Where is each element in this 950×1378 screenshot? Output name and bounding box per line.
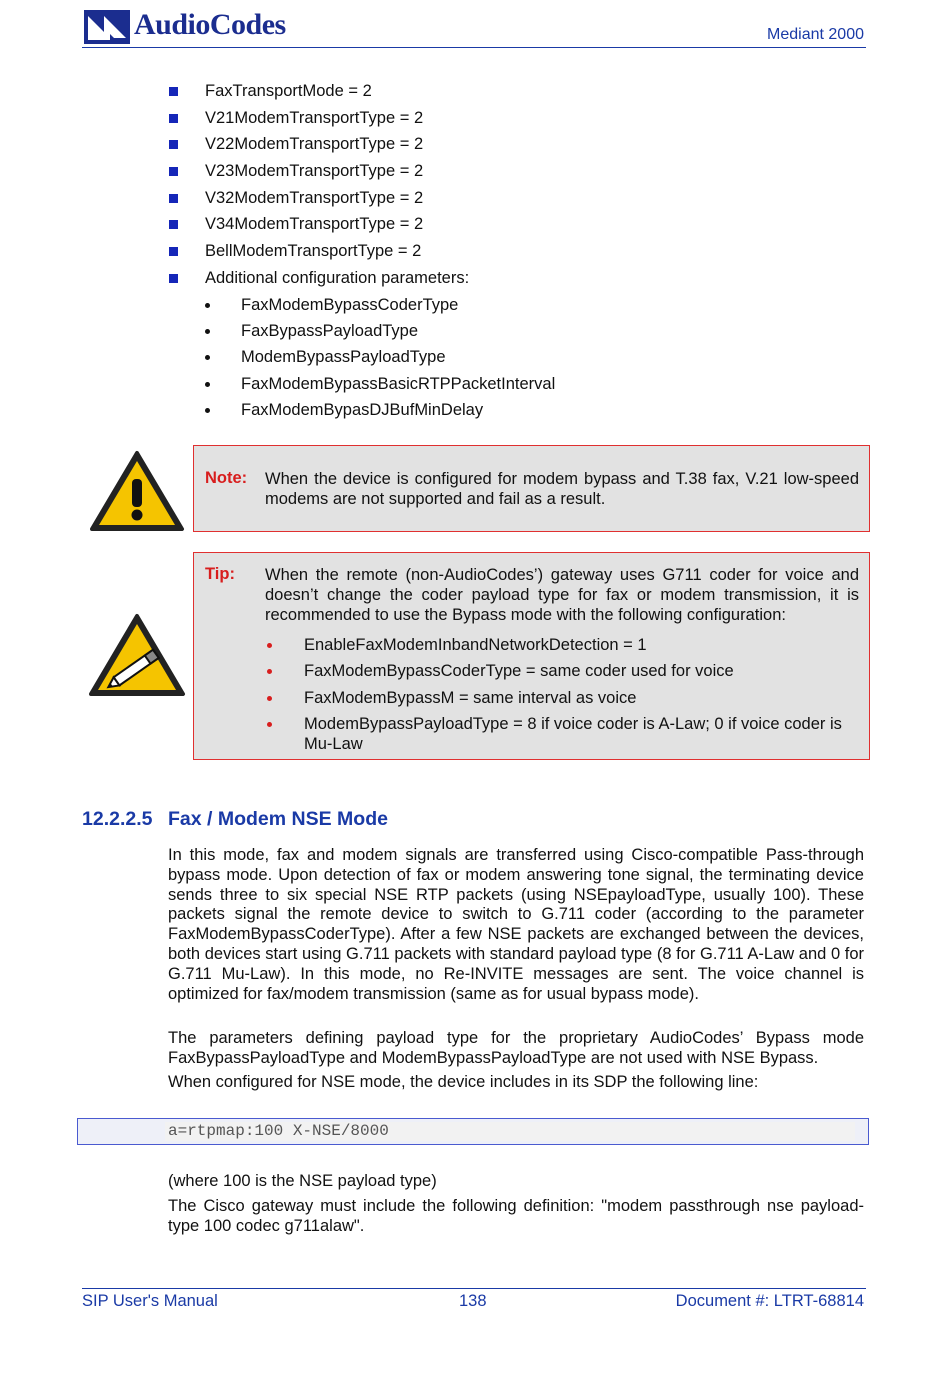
note-box (193, 445, 870, 532)
section-paragraph: The parameters defining payload type for the proprietary AudioCodes’ Bypass mode FaxBypassPayloadType and ModemBypassPayloadType are not used with NSE Bypass. (168, 1029, 864, 1067)
note-text: When the device is configured for modem bypass and T.38 fax, V.21 low-speed modems are not supported and fail as a result. (265, 470, 859, 508)
code-block (77, 1118, 869, 1145)
footer-manual-title: SIP User's Manual (82, 1292, 218, 1310)
pencil-tip-icon (88, 612, 186, 698)
section-paragraph: (where 100 is the NSE payload type) (168, 1172, 437, 1190)
section-number: 12.2.2.5 (82, 808, 153, 830)
logo-text: AudioCodes (134, 8, 286, 41)
section-title: Fax / Modem NSE Mode (168, 808, 388, 830)
product-name: Mediant 2000 (767, 26, 864, 43)
transport-param-list (168, 81, 868, 295)
tip-box (193, 552, 870, 760)
list-item: FaxModemBypasDJBufMinDelay (204, 400, 555, 426)
list-item: V34ModemTransportType = 2 (168, 214, 868, 241)
tip-text: When the remote (non-AudioCodes’) gateway uses G711 coder for voice and doesn’t change the coder payload type for fax or modem transmission, it is recommended to use the Bypass mode with the following configuration: (265, 566, 859, 624)
red-bullet-icon (267, 669, 272, 674)
square-bullet-icon (169, 274, 178, 283)
code-line: a=rtpmap:100 X-NSE/8000 (165, 1122, 855, 1141)
list-item: EnableFaxModemInbandNetworkDetection = 1 (266, 635, 856, 655)
section-paragraph: When configured for NSE mode, the device includes in its SDP the following line: (168, 1073, 759, 1091)
square-bullet-icon (169, 167, 178, 176)
square-bullet-icon (169, 114, 178, 123)
red-bullet-icon (267, 696, 272, 701)
red-bullet-icon (267, 722, 272, 727)
dot-bullet-icon (205, 329, 210, 334)
square-bullet-icon (169, 194, 178, 203)
tip-config-list (266, 635, 856, 760)
footer-divider (82, 1288, 866, 1289)
list-item: FaxModemBypassM = same interval as voice (266, 688, 856, 708)
list-item: FaxModemBypassBasicRTPPacketInterval (204, 374, 555, 400)
square-bullet-icon (169, 87, 178, 96)
section-paragraph: The Cisco gateway must include the following definition: "modem passthrough nse payload-type 100 codec g711alaw". (168, 1197, 864, 1235)
audiocodes-logo (84, 8, 299, 46)
list-item: FaxModemBypassCoderType (204, 295, 555, 321)
dot-bullet-icon (205, 382, 210, 387)
document-number: Document #: LTRT-68814 (675, 1292, 864, 1310)
list-item: FaxTransportMode = 2 (168, 81, 868, 108)
list-item: BellModemTransportType = 2 (168, 241, 868, 268)
list-item: V23ModemTransportType = 2 (168, 161, 868, 188)
square-bullet-icon (169, 247, 178, 256)
list-item: ModemBypassPayloadType = 8 if voice coder is A-Law; 0 if voice coder is Mu-Law (266, 714, 856, 754)
list-item: FaxBypassPayloadType (204, 321, 555, 347)
dot-bullet-icon (205, 408, 210, 413)
logo-mark-icon (84, 10, 130, 44)
list-item: V22ModemTransportType = 2 (168, 134, 868, 161)
list-item: Additional configuration parameters: (168, 268, 868, 295)
list-item: V21ModemTransportType = 2 (168, 108, 868, 135)
warning-icon (89, 449, 185, 533)
header-divider (82, 47, 866, 48)
tip-label: Tip: (205, 565, 235, 583)
red-bullet-icon (267, 643, 272, 648)
dot-bullet-icon (205, 355, 210, 360)
note-label: Note: (205, 469, 248, 487)
additional-param-list (204, 295, 555, 426)
page-number: 138 (459, 1292, 487, 1310)
section-heading (82, 808, 388, 831)
list-item: FaxModemBypassCoderType = same coder used for voice (266, 661, 856, 681)
square-bullet-icon (169, 140, 178, 149)
square-bullet-icon (169, 220, 178, 229)
list-item: ModemBypassPayloadType (204, 347, 555, 373)
dot-bullet-icon (205, 303, 210, 308)
section-paragraph: In this mode, fax and modem signals are transferred using Cisco-compatible Pass-through bypass mode. Upon detection of fax or modem answering tone signal, the terminating device sends three to six special NSE RTP packets (using NSEpayloadType, usually 100). These packets signal the remote device to switch to G.711 coder (according to the parameter FaxModemBypassCoderType). After a few NSE packets are exchanged between the devices, both devices start using G.711 packets with standard payload type (8 for G.711 A-Law and 0 for G.711 Mu-Law). In this mode, no Re-INVITE messages are sent. The voice channel is optimized for fax/modem transmission (same as for usual bypass mode). (168, 846, 864, 1003)
list-item: V32ModemTransportType = 2 (168, 188, 868, 215)
